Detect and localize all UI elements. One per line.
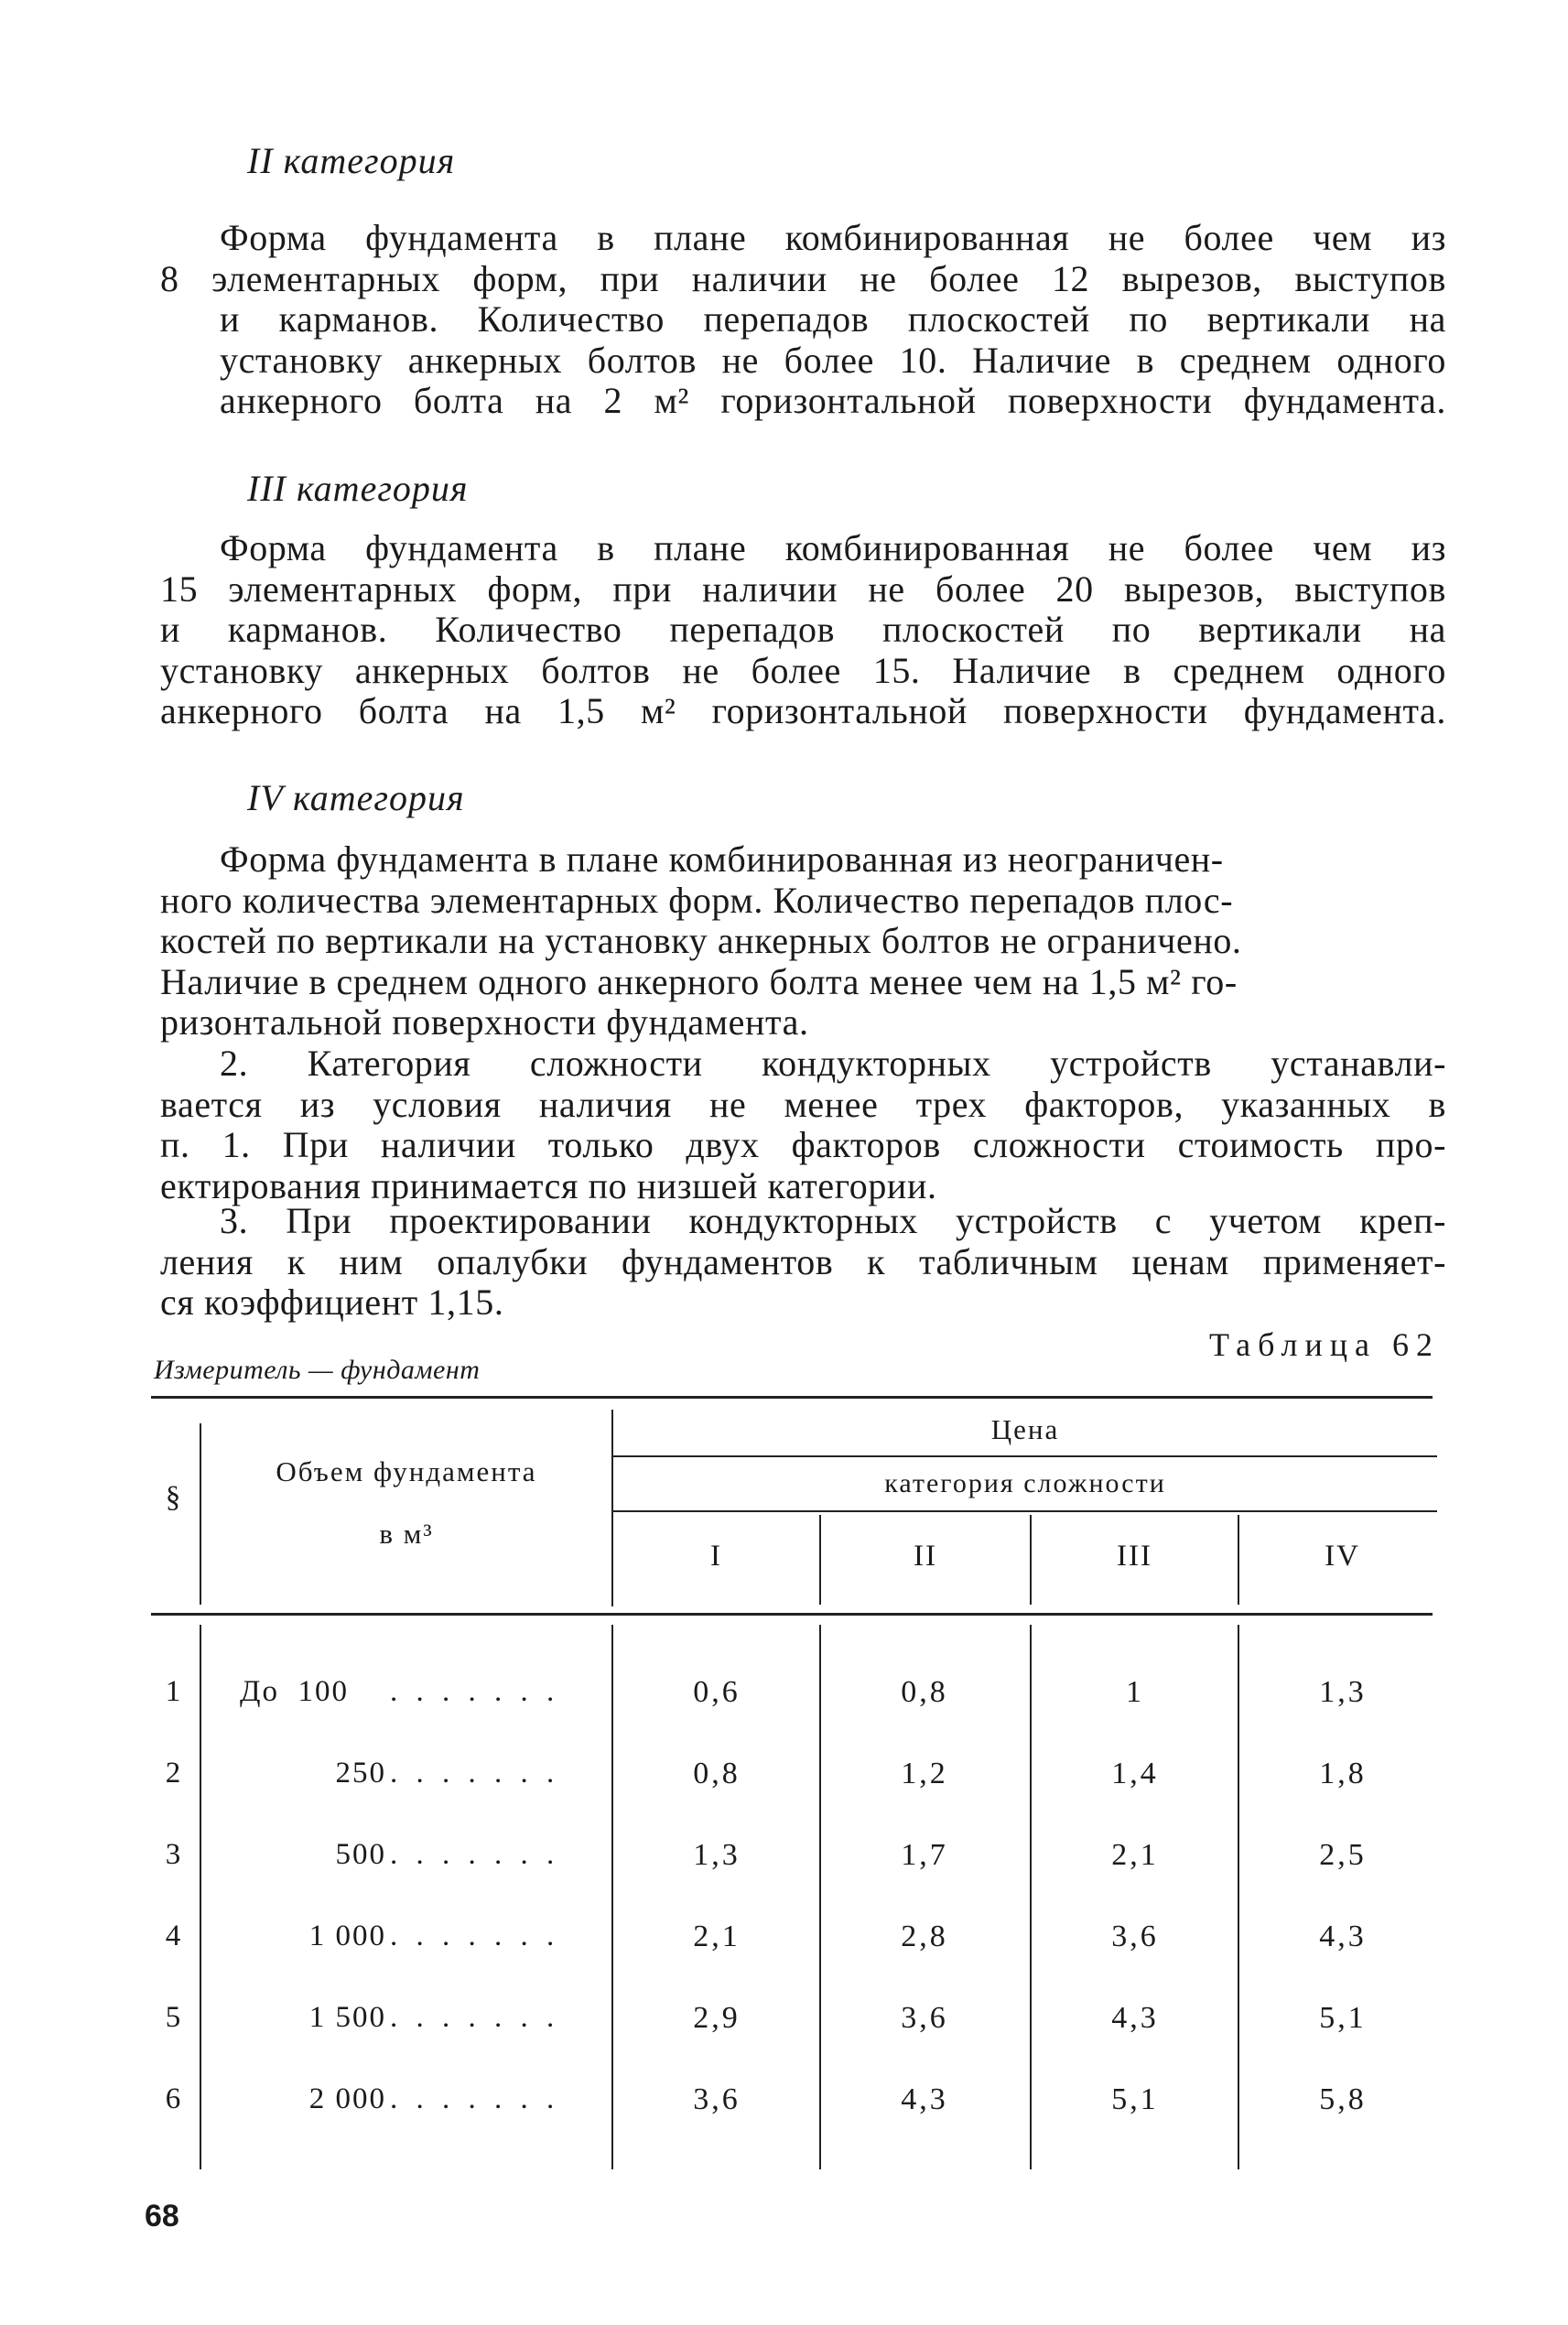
text-line: установку анкерных болтов не более 10. Наличие в среднем одного — [220, 339, 1446, 381]
section-2-text — [160, 218, 1446, 422]
row-value-cat-2: 4,3 — [901, 2082, 948, 2116]
text-line: Наличие в среднем одного анкерного болта менее чем на 1,5 м² го- — [160, 960, 1238, 1002]
header-price: Цена — [990, 1413, 1060, 1445]
header-cat-3: III — [1117, 1540, 1152, 1573]
header-volume: Объем фундамента — [276, 1455, 537, 1487]
row-value-cat-3: 2,1 — [1111, 1838, 1159, 1872]
header-section: § — [165, 1481, 183, 1514]
table-measure-caption: Измеритель — фундамент — [154, 1355, 481, 1385]
row-number: 6 — [165, 2082, 183, 2115]
row-dots: . . . . . . . — [390, 2082, 560, 2115]
page-number: 68 — [145, 2199, 179, 2233]
table-header-bottom-rule — [151, 1613, 1433, 1616]
row-value-cat-2: 1,2 — [901, 1757, 948, 1790]
row-dots: . . . . . . . — [390, 1919, 560, 1952]
text-line: анкерного болта на 2 м² горизонтальной поверхности фундамента. — [220, 380, 1446, 421]
row-value-cat-2: 2,8 — [901, 1919, 948, 1953]
row-dots: . . . . . . . — [390, 2001, 560, 2034]
text-line: установку анкерных болтов не более 15. Наличие в среднем одного — [160, 649, 1446, 691]
row-value-cat-4: 5,8 — [1319, 2082, 1367, 2116]
text-line: ектирования принимается по низшей категории. — [160, 1164, 937, 1206]
text-line: 2. Категория сложности кондукторных устройств устанавли- — [220, 1043, 1446, 1084]
row-number: 5 — [165, 2001, 183, 2034]
item-3-text — [160, 1201, 1446, 1324]
header-cat-4: IV — [1325, 1540, 1360, 1573]
text-line: ления к ним опалубки фундаментов к табличным ценам применяет- — [160, 1240, 1446, 1282]
text-line: и карманов. Количество перепадов плоскостей по вертикали на — [160, 609, 1446, 650]
row-value-cat-2: 0,8 — [901, 1675, 948, 1709]
section-heading-2: II категория — [247, 140, 456, 181]
section-3-text — [160, 528, 1446, 732]
row-dots: . . . . . . . — [390, 1838, 560, 1871]
header-category: категория сложности — [884, 1468, 1166, 1498]
header-volume-unit: в м³ — [379, 1518, 434, 1550]
row-volume: До 100 — [240, 1675, 350, 1708]
row-value-cat-4: 2,5 — [1319, 1838, 1367, 1872]
row-value-cat-3: 3,6 — [1111, 1919, 1159, 1953]
row-value-cat-4: 5,1 — [1319, 2001, 1367, 2035]
row-volume: 500 — [335, 1838, 386, 1871]
row-number: 3 — [165, 1838, 183, 1871]
row-dots: . . . . . . . — [390, 1675, 560, 1708]
row-number: 1 — [165, 1675, 183, 1708]
row-value-cat-4: 1,3 — [1319, 1675, 1367, 1709]
header-cat-2: II — [914, 1540, 937, 1573]
row-value-cat-2: 3,6 — [901, 2001, 948, 2035]
text-line: анкерного болта на 1,5 м² горизонтальной поверхности фундамента. — [160, 690, 1446, 731]
row-value-cat-3: 4,3 — [1111, 2001, 1159, 2035]
text-line: ного количества элементарных форм. Количество перепадов плос- — [160, 879, 1234, 921]
text-line: ризонтальной поверхности фундамента. — [160, 1001, 809, 1043]
table-price-rule — [613, 1455, 1437, 1457]
row-volume: 1 000 — [308, 1919, 386, 1952]
table-title: Таблица 62 — [1209, 1326, 1440, 1363]
text-line: 8 элементарных форм, при наличии не более 12 вырезов, выступов — [160, 257, 1446, 299]
row-volume: 250 — [335, 1757, 386, 1790]
header-cat-1: I — [710, 1540, 722, 1573]
table-vline — [200, 1625, 201, 2169]
text-line: п. 1. При наличии только двух факторов сложности стоимость про- — [160, 1124, 1446, 1165]
text-line: Форма фундамента в плане комбинированная не более чем из — [220, 527, 1446, 568]
row-value-cat-1: 2,9 — [693, 2001, 741, 2035]
row-number: 2 — [165, 1757, 183, 1790]
table-vline — [200, 1423, 201, 1605]
row-value-cat-3: 1,4 — [1111, 1757, 1159, 1790]
row-value-cat-3: 5,1 — [1111, 2082, 1159, 2116]
text-line: ся коэффициент 1,15. — [160, 1281, 504, 1323]
text-line: вается из условия наличия не менее трех факторов, указанных в — [160, 1083, 1446, 1125]
row-volume: 1 500 — [308, 2001, 386, 2034]
text-line: 15 элементарных форм, при наличии не более 20 вырезов, выступов — [160, 568, 1446, 610]
text-line: Форма фундамента в плане комбинированная из неограничен- — [220, 838, 1224, 880]
row-dots: . . . . . . . — [390, 1757, 560, 1790]
row-value-cat-4: 1,8 — [1319, 1757, 1367, 1790]
row-value-cat-4: 4,3 — [1319, 1919, 1367, 1953]
section-heading-4: IV категория — [247, 777, 465, 818]
row-value-cat-3: 1 — [1126, 1675, 1144, 1709]
text-line: и карманов. Количество перепадов плоскостей по вертикали на — [220, 298, 1446, 340]
row-value-cat-1: 0,6 — [693, 1675, 741, 1709]
row-volume: 2 000 — [308, 2082, 386, 2115]
row-value-cat-1: 2,1 — [693, 1919, 741, 1953]
text-line: 3. При проектировании кондукторных устройств с учетом креп- — [220, 1200, 1446, 1241]
table-category-rule — [613, 1510, 1437, 1512]
section-heading-3: III категория — [247, 468, 469, 509]
section-4-text — [160, 839, 1446, 1044]
row-value-cat-1: 3,6 — [693, 2082, 741, 2116]
row-value-cat-2: 1,7 — [901, 1838, 948, 1872]
table-top-rule — [151, 1396, 1433, 1399]
text-line: Форма фундамента в плане комбинированная не более чем из — [220, 217, 1446, 258]
row-value-cat-1: 1,3 — [693, 1838, 741, 1872]
item-2-text — [160, 1044, 1446, 1206]
row-number: 4 — [165, 1919, 183, 1952]
text-line: костей по вертикали на установку анкерных болтов не ограничено. — [160, 920, 1242, 961]
row-value-cat-1: 0,8 — [693, 1757, 741, 1790]
